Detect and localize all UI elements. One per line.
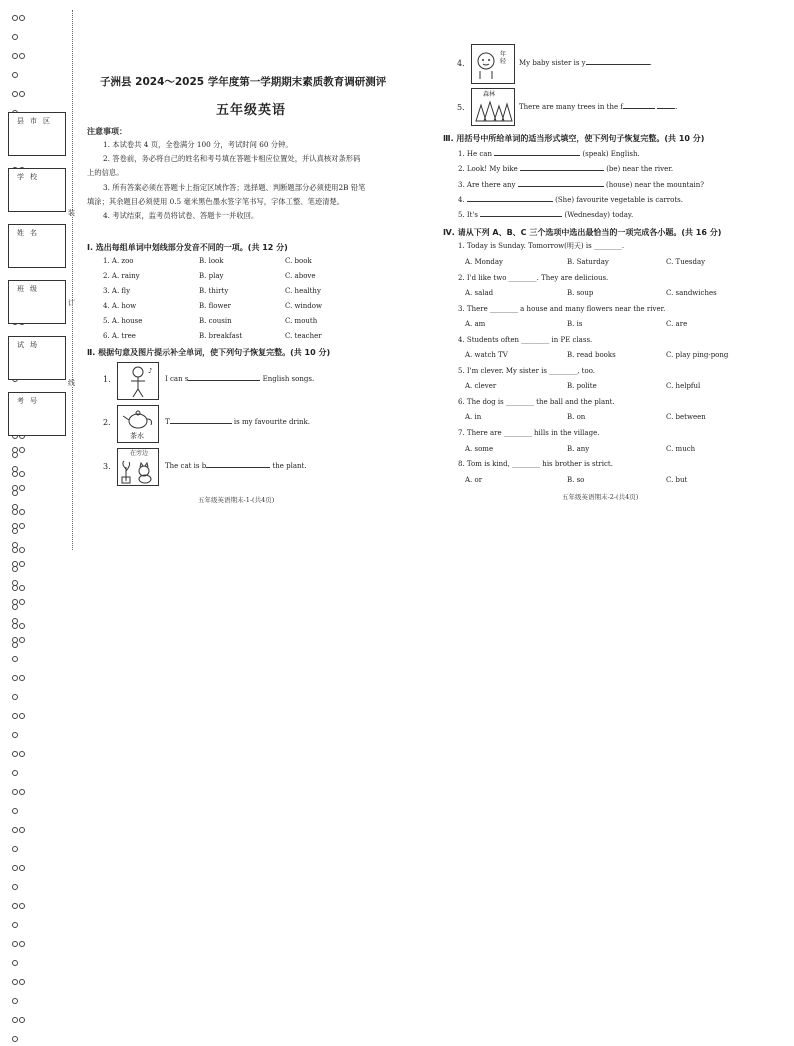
item-number: 5.: [457, 103, 465, 112]
fill-sentence: There are many trees in the f .: [519, 103, 678, 111]
option-a: A. watch TV: [465, 351, 508, 359]
option-a: A. salad: [465, 289, 494, 297]
question-text: 7. There are ________ hills in the village.: [458, 429, 600, 437]
option-b: B. flower: [199, 302, 231, 310]
option-c: C. above: [285, 272, 316, 280]
question-text: 6. The dog is ________ the ball and the plant.: [458, 398, 615, 406]
option-a: A. Monday: [465, 258, 504, 266]
punch-holes-bottom: [12, 438, 32, 1046]
singing-girl-picture: [117, 362, 159, 400]
option-b: B. look: [199, 257, 224, 265]
option-b: B. Saturday: [567, 258, 609, 266]
subject-title: 五年级英语: [216, 103, 287, 118]
fill-sentence: 2. Look! My bike (be) near the river.: [458, 165, 674, 173]
option-c: C. teacher: [285, 332, 322, 340]
option-b: B. so: [567, 476, 585, 484]
option-a: 2. A. rainy: [103, 272, 140, 280]
notes-heading: 注意事项：: [87, 127, 127, 136]
option-b: B. read books: [567, 351, 616, 359]
option-a: A. in: [465, 413, 482, 421]
field-county[interactable]: [8, 112, 66, 156]
option-c: C. much: [666, 445, 696, 453]
question-text: 5. I'm clever. My sister is ________, too.: [458, 367, 596, 375]
fill-sentence: 5. It's (Wednesday) today.: [458, 211, 634, 219]
field-label: 班级: [17, 285, 43, 293]
option-a: 4. A. how: [103, 302, 137, 310]
field-label: 试场: [17, 341, 43, 349]
item-number: 3.: [103, 462, 111, 471]
item-number: 2.: [103, 418, 111, 427]
svg-text:♪: ♪: [148, 367, 153, 375]
picture-caption: 茶水: [130, 432, 144, 440]
option-c: C. mouth: [285, 317, 318, 325]
note-line: 上的信息。: [87, 168, 124, 177]
option-c: C. Tuesday: [666, 258, 706, 266]
teapot-picture: [117, 405, 159, 443]
field-exam-number[interactable]: [8, 392, 66, 436]
option-b: B. breakfast: [199, 332, 243, 340]
option-a: 6. A. tree: [103, 332, 136, 340]
binding-mark: 线: [68, 379, 75, 387]
item-number: 4.: [457, 59, 465, 68]
field-class[interactable]: [8, 280, 66, 324]
fill-sentence: The cat is b the plant.: [165, 462, 307, 470]
option-a: 1. A. zoo: [103, 257, 134, 265]
question-text: 1. Today is Sunday. Tomorrow(明天) is ________.: [458, 242, 625, 250]
fill-sentence: My baby sister is y .: [519, 59, 652, 67]
picture-caption: 在旁边: [130, 450, 149, 457]
note-line: 1. 本试卷共 4 页，全卷满分 100 分，考试时间 60 分钟。: [103, 140, 293, 149]
field-room[interactable]: [8, 336, 66, 380]
page-footer: 五年级英语期末-1-(共4页): [198, 496, 275, 504]
fill-sentence: 4. (She) favourite vegetable is carrots.: [458, 196, 683, 204]
question-text: 8. Tom is kind, ________ his brother is strict.: [458, 460, 613, 468]
option-c: C. book: [285, 257, 312, 265]
note-line: 4. 考试结束，监考员将试卷、答题卡一并收回。: [103, 211, 259, 220]
option-c: C. window: [285, 302, 322, 310]
fill-sentence: 3. Are there any (house) near the mountain?: [458, 181, 705, 189]
note-line: 2. 答卷前，务必将自己的姓名和考号填在答题卡相应位置处，并认真核对条形码: [103, 154, 361, 163]
fill-sentence: 1. He can (speak) English.: [458, 150, 640, 158]
section-1-heading: Ⅰ. 选出每组单词中划线部分发音不同的一项。(共 12 分): [87, 243, 288, 252]
field-school[interactable]: [8, 168, 66, 212]
option-a: A. or: [465, 476, 483, 484]
section-2-heading: Ⅱ. 根据句意及图片提示补全单词，使下列句子恢复完整。(共 10 分): [87, 348, 331, 357]
section-4-heading: Ⅳ. 请从下列 A、B、C 三个选项中选出最恰当的一项完成各小题。(共 16 分): [443, 228, 722, 237]
option-b: B. thirty: [199, 287, 229, 295]
option-c: C. play ping-pong: [666, 351, 729, 359]
option-a: A. some: [465, 445, 494, 453]
binding-mark: 装: [68, 209, 75, 217]
option-a: 5. A. house: [103, 317, 143, 325]
field-label: 姓名: [17, 229, 43, 237]
option-b: B. cousin: [199, 317, 232, 325]
note-line: 3. 所有答案必须在答题卡上指定区域作答；选择题、判断题部分必须使用2B 铅笔: [103, 183, 366, 192]
field-label: 考号: [17, 397, 43, 405]
binding-mark: 订: [68, 299, 75, 307]
option-a: A. am: [465, 320, 486, 328]
cat-plant-picture: [117, 448, 159, 486]
question-text: 2. I'd like two ________. They are delicious.: [458, 274, 609, 282]
option-c: C. between: [666, 413, 706, 421]
fill-sentence: I can s English songs.: [165, 375, 315, 383]
fill-sentence: T is my favourite drink.: [165, 418, 311, 426]
option-c: C. healthy: [285, 287, 321, 295]
field-label: 学校: [17, 173, 43, 181]
forest-picture: [471, 88, 515, 126]
option-c: C. but: [666, 476, 688, 484]
field-label: 县市区: [17, 117, 56, 125]
item-number: 1.: [103, 375, 111, 384]
note-line: 填涂；其余题目必须使用 0.5 毫米黑色墨水签字笔书写，字体工整、笔迹清楚。: [87, 197, 345, 206]
option-c: C. helpful: [666, 382, 701, 390]
field-name[interactable]: [8, 224, 66, 268]
picture-caption: 年轻: [500, 51, 507, 66]
option-b: B. play: [199, 272, 224, 280]
exam-title: 子洲县 2024～2025 学年度第一学期期末素质教育调研测评: [100, 76, 387, 88]
option-a: A. clever: [465, 382, 497, 390]
page-footer: 五年级英语期末-2-(共4页): [562, 493, 639, 501]
option-b: B. polite: [567, 382, 597, 390]
section-3-heading: Ⅲ. 用括号中所给单词的适当形式填空，使下列句子恢复完整。(共 10 分): [443, 134, 705, 143]
picture-caption: 森林: [483, 91, 496, 98]
binding-column: [0, 0, 76, 561]
question-text: 4. Students often ________ in PE class.: [458, 336, 593, 344]
option-a: 3. A. fly: [103, 287, 131, 295]
question-text: 3. There ________ a house and many flowers near the river.: [458, 305, 666, 313]
option-b: B. any: [567, 445, 590, 453]
option-c: C. sandwiches: [666, 289, 717, 297]
baby-picture: [471, 44, 515, 84]
option-b: B. soup: [567, 289, 594, 297]
option-b: B. on: [567, 413, 586, 421]
option-b: B. is: [567, 320, 583, 328]
option-c: C. are: [666, 320, 688, 328]
binding-line: [72, 10, 73, 550]
